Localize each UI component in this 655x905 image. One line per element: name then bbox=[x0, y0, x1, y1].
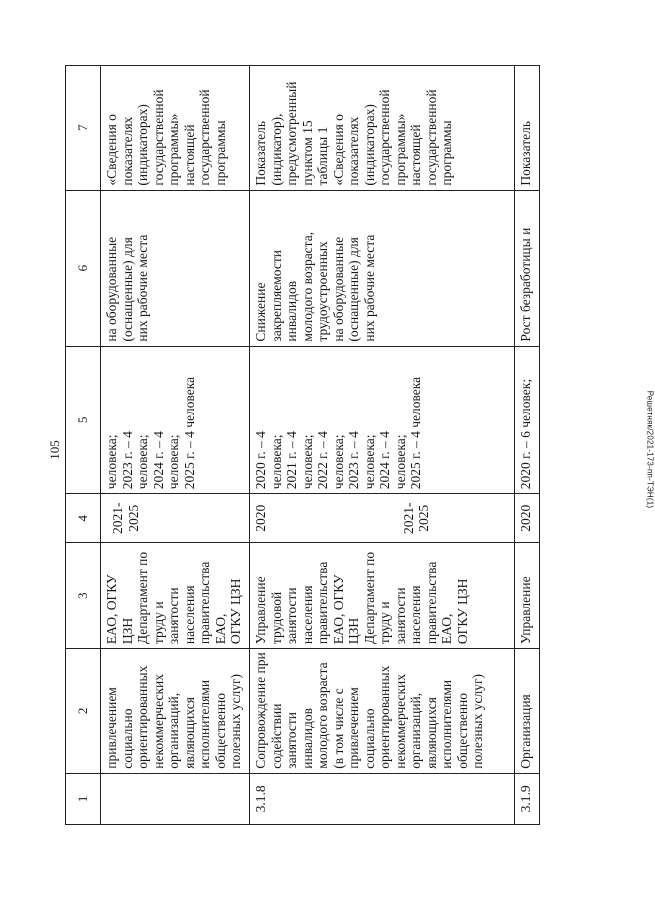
cell-line: них рабочие места bbox=[361, 234, 377, 342]
cell-line: Рост безработицы и bbox=[518, 227, 533, 342]
cell-line: (индикатор), bbox=[268, 113, 284, 186]
cell-line: социально bbox=[119, 708, 135, 769]
cell-line: исполнителями bbox=[197, 679, 213, 769]
cell-line: 2025 г. – 4 человека bbox=[181, 376, 197, 490]
cell-line: 2024 г. – 4 bbox=[150, 431, 166, 490]
cell-line: программы» bbox=[166, 113, 182, 186]
rotated-table bbox=[65, 65, 535, 825]
cell-line: организаций, bbox=[166, 692, 182, 769]
cell-line: показателях bbox=[346, 116, 362, 186]
cell-line: труду и bbox=[377, 601, 393, 645]
cell-line: человека; bbox=[135, 434, 151, 490]
indicator-link bbox=[515, 66, 540, 191]
cell-line: Управление bbox=[518, 576, 533, 645]
cell-line: инвалидов bbox=[284, 280, 300, 342]
cell-line: трудоустроенных bbox=[315, 241, 331, 342]
table-row bbox=[101, 66, 250, 825]
cell-line: молодого возраста bbox=[315, 662, 331, 769]
cell-line: 2024 г. – 4 bbox=[377, 431, 393, 490]
cell-line: занятости bbox=[392, 587, 408, 645]
row-number bbox=[101, 773, 250, 824]
cell-line: занятости bbox=[166, 587, 182, 645]
cell-line: Снижение bbox=[253, 282, 268, 342]
cell-line: государственной bbox=[150, 89, 166, 186]
cell-line: показателях bbox=[119, 116, 135, 186]
cell-line: являющихся bbox=[423, 697, 439, 769]
cell-line: содействии bbox=[268, 703, 284, 769]
cell-line: пунктом 15 bbox=[299, 120, 315, 186]
cell-line: Показатель bbox=[253, 120, 268, 186]
cell-line: ориентированных bbox=[135, 665, 151, 769]
cell-line: полезных услуг) bbox=[470, 673, 486, 769]
header-col-2: 2 bbox=[66, 649, 101, 774]
cell-line: (оснащенные) для bbox=[119, 237, 135, 342]
row-number: 3.1.8 bbox=[250, 773, 515, 824]
cell-line: 2020 г. – 4 bbox=[253, 431, 268, 490]
document-id: Решетняк/2021-173-пп-ТЭН(1) bbox=[645, 390, 655, 509]
cell-line: Сопровождение при bbox=[253, 652, 268, 769]
cell-line: инвалидов bbox=[299, 707, 315, 769]
cell-line: человека; bbox=[330, 434, 346, 490]
cell-line: человека; bbox=[104, 434, 119, 490]
cell-line: Организация bbox=[518, 694, 533, 769]
expected-result bbox=[101, 190, 250, 346]
cell-line: них рабочие места bbox=[135, 234, 151, 342]
years: 2021- 2025 bbox=[101, 494, 250, 543]
table-row bbox=[250, 66, 515, 825]
cell-line: Показатель bbox=[518, 120, 533, 186]
cell-line: (в том числе с bbox=[330, 688, 346, 769]
page-number: 105 bbox=[46, 440, 62, 460]
cell-line: на оборудованные bbox=[104, 236, 119, 342]
cell-line: государственной bbox=[423, 89, 439, 186]
cell-line: 2023 г. – 4 bbox=[119, 431, 135, 490]
measure-name bbox=[515, 649, 540, 774]
executor bbox=[515, 543, 540, 649]
cell-line: таблицы 1 bbox=[315, 126, 331, 186]
measure-name bbox=[101, 649, 250, 774]
cell-line: общественно bbox=[212, 692, 228, 769]
cell-line: привлечением bbox=[346, 687, 362, 769]
cell-line: Департамент по bbox=[135, 551, 151, 645]
cell-line: человека; bbox=[268, 434, 284, 490]
cell-line: ОГКУ ЦЗН bbox=[228, 578, 244, 645]
cell-line: ЕАО, bbox=[212, 613, 228, 645]
cell-line: полезных услуг) bbox=[228, 673, 244, 769]
cell-line: правительства bbox=[315, 561, 331, 645]
cell-line: Управление bbox=[253, 576, 268, 645]
target-value bbox=[515, 346, 540, 494]
cell-line: 2021 г. – 4 bbox=[284, 431, 300, 490]
header-col-1: 1 bbox=[66, 773, 101, 824]
cell-line: трудовой bbox=[268, 591, 284, 645]
cell-line: занятости bbox=[284, 587, 300, 645]
cell-line: 2025 г. – 4 человека bbox=[408, 376, 424, 490]
cell-line: ЕАО, ОГКУ bbox=[104, 574, 119, 645]
target-value bbox=[101, 346, 250, 494]
table-row bbox=[515, 66, 540, 825]
cell-line: ЕАО, ОГКУ bbox=[330, 574, 346, 645]
cell-line: общественно bbox=[454, 692, 470, 769]
cell-line: «Сведения о bbox=[330, 114, 346, 186]
cell-line: государственной bbox=[197, 89, 213, 186]
cell-line: (оснащенные) для bbox=[346, 237, 362, 342]
expected-result bbox=[515, 190, 540, 346]
cell-line: ЕАО, bbox=[439, 613, 455, 645]
measure-name bbox=[250, 649, 515, 774]
cell-line: государственной bbox=[377, 89, 393, 186]
years: 2020 2021- 2025 bbox=[250, 494, 515, 543]
cell-line: занятости bbox=[284, 712, 300, 769]
cell-line: населения bbox=[299, 585, 315, 645]
cell-line: Департамент по bbox=[361, 551, 377, 645]
cell-line: являющихся bbox=[181, 697, 197, 769]
cell-line: «Сведения о bbox=[104, 114, 119, 186]
cell-line: некоммерческих bbox=[150, 673, 166, 769]
cell-line: правительства bbox=[197, 561, 213, 645]
table-container bbox=[65, 65, 535, 825]
cell-line: человека; bbox=[361, 434, 377, 490]
cell-line: ориентированных bbox=[377, 665, 393, 769]
cell-line: молодого возраста, bbox=[299, 231, 315, 342]
cell-line: ЦЗН bbox=[346, 617, 362, 645]
cell-line: населения bbox=[408, 585, 424, 645]
cell-line: программы» bbox=[392, 113, 408, 186]
cell-line: предусмотренный bbox=[284, 81, 300, 186]
cell-line: 2023 г. – 4 bbox=[346, 431, 362, 490]
cell-line: настоящей bbox=[408, 124, 424, 186]
cell-line: некоммерческих bbox=[392, 673, 408, 769]
cell-line: 2022 г. – 4 bbox=[315, 431, 331, 490]
cell-line: ЦЗН bbox=[119, 617, 135, 645]
header-col-3: 3 bbox=[66, 543, 101, 649]
executor bbox=[101, 543, 250, 649]
indicator-link bbox=[250, 66, 515, 191]
cell-line: организаций, bbox=[408, 692, 424, 769]
table-header-row bbox=[66, 66, 101, 825]
cell-line: человека; bbox=[166, 434, 182, 490]
cell-line: привлечением bbox=[104, 687, 119, 769]
header-col-5: 5 bbox=[66, 346, 101, 494]
target-value bbox=[250, 346, 515, 494]
cell-line: (индикаторах) bbox=[361, 104, 377, 186]
cell-line: правительства bbox=[423, 561, 439, 645]
expected-result bbox=[250, 190, 515, 346]
header-col-6: 6 bbox=[66, 190, 101, 346]
cell-line: 2020 г. – 6 человек; bbox=[518, 378, 533, 490]
cell-line: (индикаторах) bbox=[135, 104, 151, 186]
program-table bbox=[65, 65, 540, 825]
cell-line: на оборудованные bbox=[330, 236, 346, 342]
years: 2020 bbox=[515, 494, 540, 543]
cell-line: ОГКУ ЦЗН bbox=[454, 578, 470, 645]
cell-line: настоящей bbox=[181, 124, 197, 186]
header-col-4: 4 bbox=[66, 494, 101, 543]
header-col-7: 7 bbox=[66, 66, 101, 191]
cell-line: человека; bbox=[392, 434, 408, 490]
row-number: 3.1.9 bbox=[515, 773, 540, 824]
cell-line: закрепляемости bbox=[268, 250, 284, 342]
cell-line: программы bbox=[439, 120, 455, 186]
indicator-link bbox=[101, 66, 250, 191]
cell-line: социально bbox=[361, 708, 377, 769]
cell-line: труду и bbox=[150, 601, 166, 645]
cell-line: исполнителями bbox=[439, 679, 455, 769]
cell-line: программы bbox=[212, 120, 228, 186]
cell-line: населения bbox=[181, 585, 197, 645]
cell-line: человека; bbox=[299, 434, 315, 490]
executor bbox=[250, 543, 515, 649]
